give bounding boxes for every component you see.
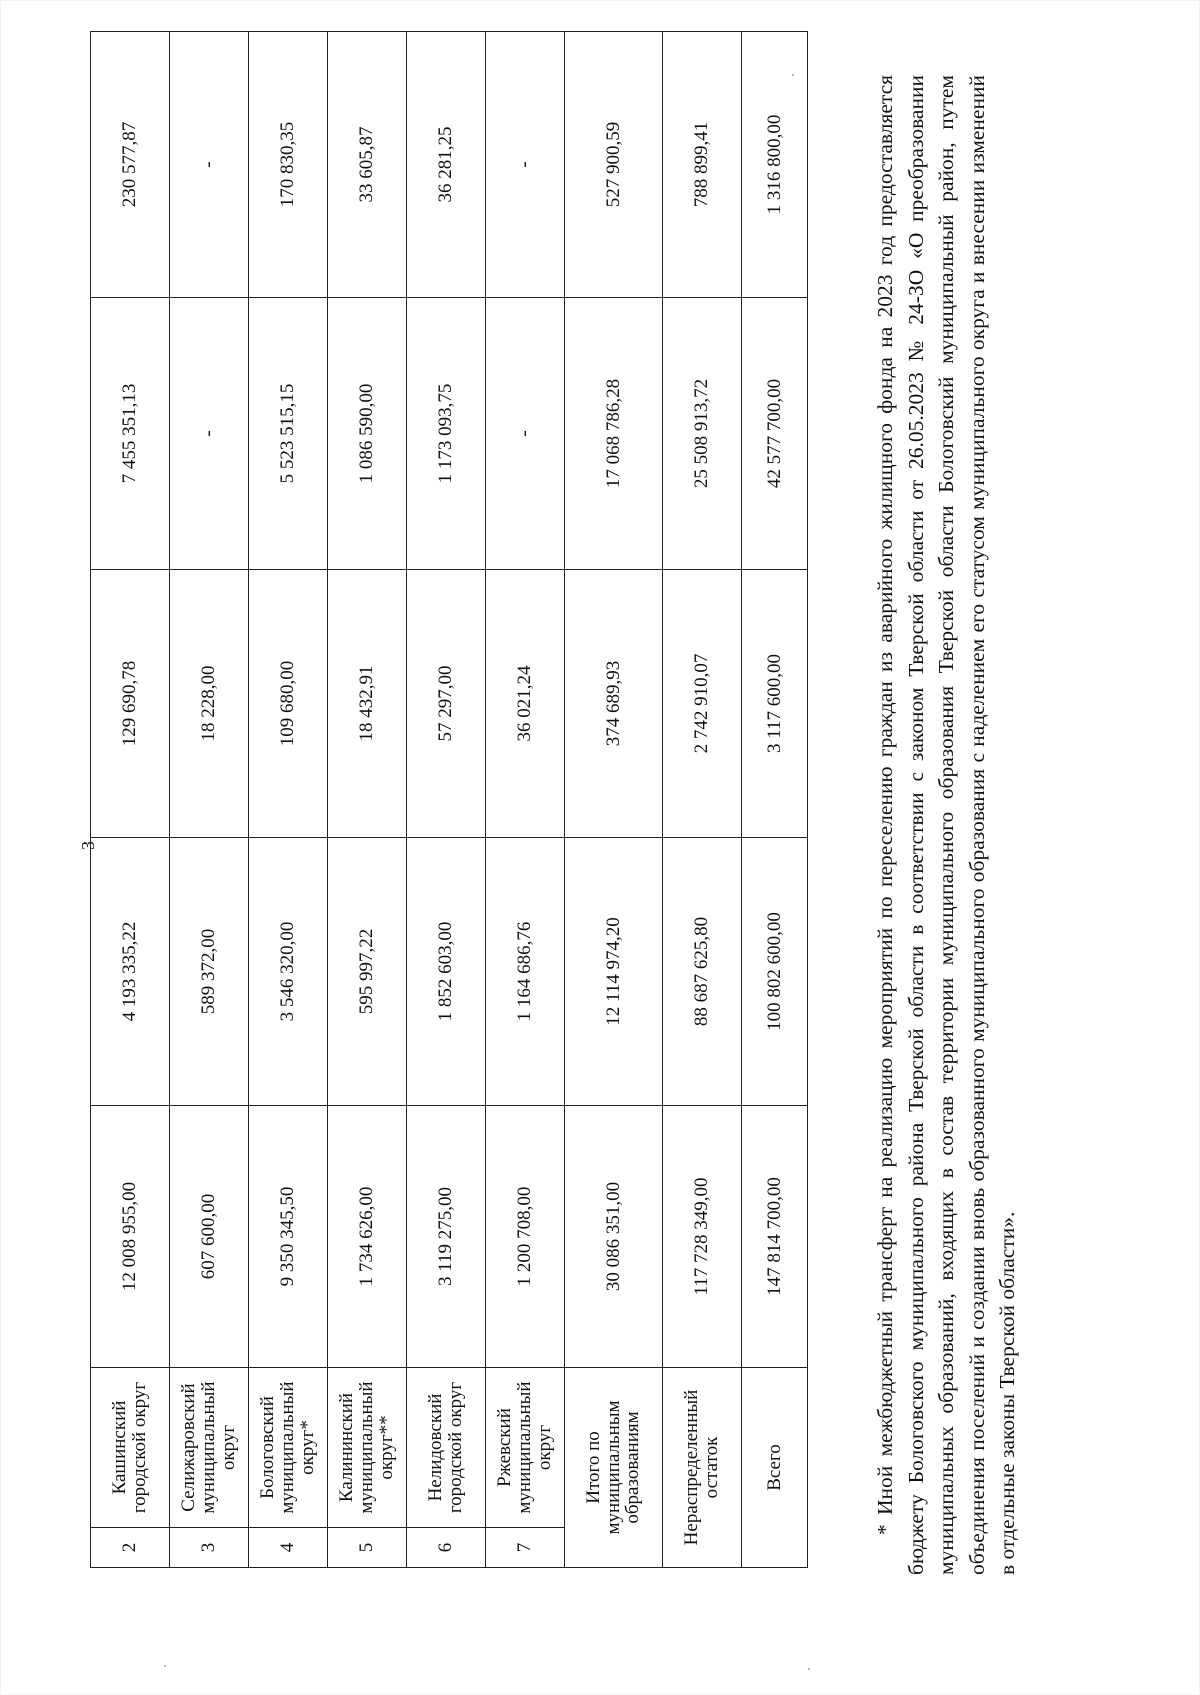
- value-cell: 595 997,22: [328, 838, 407, 1106]
- value-cell: 42 577 700,00: [742, 298, 808, 570]
- row-number: 4: [249, 1528, 328, 1568]
- table-row: [249, 32, 328, 1568]
- total-municipal-label: Итого по муниципальным образованиям: [565, 1368, 663, 1568]
- value-cell: 3 119 275,00: [407, 1106, 486, 1368]
- page-number: 3: [78, 841, 98, 850]
- unallocated-row: [663, 32, 742, 1568]
- value-cell: 374 689,93: [565, 570, 663, 838]
- value-cell: 589 372,00: [170, 838, 249, 1106]
- scan-speck: [808, 1668, 810, 1670]
- table-row: [170, 32, 249, 1568]
- scan-speck: [792, 74, 794, 76]
- value-cell: 17 068 786,28: [565, 298, 663, 570]
- table-row: [91, 32, 170, 1568]
- value-cell: -: [486, 298, 565, 570]
- value-cell: 33 605,87: [328, 32, 407, 298]
- value-cell: 57 297,00: [407, 570, 486, 838]
- grand-total-row: [742, 32, 808, 1568]
- table-row: [407, 32, 486, 1568]
- municipality-name: Нелидовский городской округ: [407, 1368, 486, 1528]
- municipality-name: Селижаровский муниципальный округ: [170, 1368, 249, 1528]
- value-cell: 2 742 910,07: [663, 570, 742, 838]
- value-cell: 12 008 955,00: [91, 1106, 170, 1368]
- municipality-name: Калининский муниципальный округ**: [328, 1368, 407, 1528]
- value-cell: 18 432,91: [328, 570, 407, 838]
- value-cell: 1 086 590,00: [328, 298, 407, 570]
- value-cell: 1 734 626,00: [328, 1106, 407, 1368]
- value-cell: 3 117 600,00: [742, 570, 808, 838]
- value-cell: 170 830,35: [249, 32, 328, 298]
- value-cell: 12 114 974,20: [565, 838, 663, 1106]
- value-cell: 30 086 351,00: [565, 1106, 663, 1368]
- row-number: 5: [328, 1528, 407, 1568]
- value-cell: 100 802 600,00: [742, 838, 808, 1106]
- total-municipal-row: [565, 32, 663, 1568]
- value-cell: 88 687 625,80: [663, 838, 742, 1106]
- value-cell: -: [170, 32, 249, 298]
- value-cell: -: [486, 32, 565, 298]
- value-cell: 607 600,00: [170, 1106, 249, 1368]
- table-row: [486, 32, 565, 1568]
- value-cell: 788 899,41: [663, 32, 742, 298]
- unallocated-label: Нераспределенный остаток: [663, 1368, 742, 1568]
- value-cell: 527 900,59: [565, 32, 663, 298]
- value-cell: 117 728 349,00: [663, 1106, 742, 1368]
- budget-allocation-table: [90, 31, 808, 1568]
- value-cell: 230 577,87: [91, 32, 170, 298]
- value-cell: 1 200 708,00: [486, 1106, 565, 1368]
- value-cell: 36 021,24: [486, 570, 565, 838]
- municipality-name: Ржевский муниципальный округ: [486, 1368, 565, 1528]
- value-cell: 4 193 335,22: [91, 838, 170, 1106]
- value-cell: 1 164 686,76: [486, 838, 565, 1106]
- value-cell: 1 316 800,00: [742, 32, 808, 298]
- grand-total-label: Всего: [742, 1368, 808, 1568]
- footnote: [870, 75, 1023, 1575]
- value-cell: 3 546 320,00: [249, 838, 328, 1106]
- value-cell: 18 228,00: [170, 570, 249, 838]
- value-cell: 25 508 913,72: [663, 298, 742, 570]
- table-row: [328, 32, 407, 1568]
- value-cell: 147 814 700,00: [742, 1106, 808, 1368]
- value-cell: 9 350 345,50: [249, 1106, 328, 1368]
- row-number: 3: [170, 1528, 249, 1568]
- scan-speck: [164, 1665, 166, 1667]
- value-cell: 1 852 603,00: [407, 838, 486, 1106]
- value-cell: 129 690,78: [91, 570, 170, 838]
- value-cell: 109 680,00: [249, 570, 328, 838]
- value-cell: 36 281,25: [407, 32, 486, 298]
- row-number: 2: [91, 1528, 170, 1568]
- municipality-name: Бологовский муниципальный округ*: [249, 1368, 328, 1528]
- row-number: 7: [486, 1528, 565, 1568]
- value-cell: 5 523 515,15: [249, 298, 328, 570]
- value-cell: 7 455 351,13: [91, 298, 170, 570]
- value-cell: -: [170, 298, 249, 570]
- value-cell: 1 173 093,75: [407, 298, 486, 570]
- footnote-text: * Иной межбюджетный трансферт на реализацию мероприятий по переселению граждан из аварийного жилищного фонда на 2023 год предоставляется бюджету Бологовского муниципального района Тверской области в соответствии с законом Тверской области от 26.05.2023 № 24-ЗО «О преобразовании муниципальных образований, входящих в состав территории муниципального образования Тверской области Бологовский муниципальный район, путем объединения поселений и создании вновь образованного муниципального образования с наделением его статусом муниципального округа и внесении изменений в отдельные законы Тверской области».: [873, 75, 1019, 1575]
- row-number: 6: [407, 1528, 486, 1568]
- municipality-name: Кашинский городской округ: [91, 1368, 170, 1528]
